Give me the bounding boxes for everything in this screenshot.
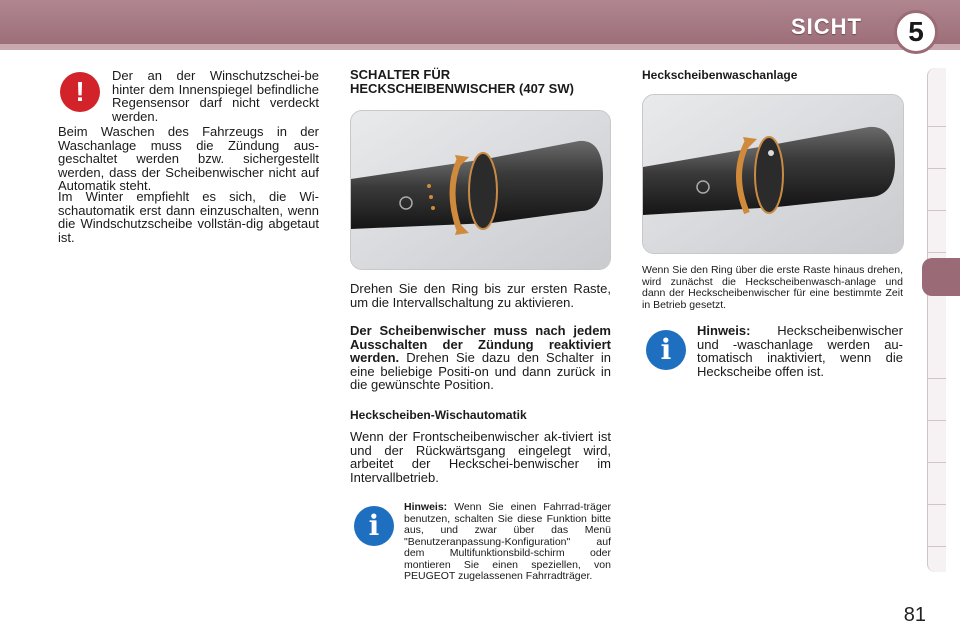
left-paragraph-1: Beim Waschen des Fahrzeugs in der Waschanlage muss die Zündung aus-geschaltet werden bzw. sichergestellt werden, dass der Scheibenwischer nicht auf Automatik steht. [58, 124, 319, 193]
middle-paragraph-2 [350, 324, 611, 392]
tab-divider [928, 504, 946, 505]
tab-divider [928, 378, 946, 379]
right-note-text [697, 324, 903, 378]
middle-paragraph-2-bold: Der Scheibenwischer muss nach jedem Ausschalten der Zündung reaktiviert werden. [350, 323, 611, 365]
warning-text: Der an der Winschutzschei-be hinter dem Innenspiegel befindliche Regensensor darf nicht verdeckt werden. [112, 68, 319, 124]
left-paragraph-2: Im Winter empfiehlt es sich, die Wi-schautomatik erst dann einzuschalten, wenn die Windschutzscheibe vollstän-dig abgetaut ist. [58, 189, 319, 245]
middle-note-body: Wenn Sie einen Fahrrad-träger benutzen, schalten Sie diese Funktion bitte aus, und zwar über das Menü "Benutzeranpassung-Konfiguration" auf dem Multifunktionsbild-schirm oder montieren Sie einen speziellen, von PEUGEOT zugelassenen Fahrradträger. [404, 501, 611, 582]
tab-divider [928, 462, 946, 463]
tab-divider [928, 126, 946, 127]
wiper-stalk-illustration [351, 111, 610, 269]
chapter-number-badge: 5 [894, 10, 938, 54]
middle-note [350, 502, 611, 583]
tab-divider [928, 546, 946, 547]
middle-paragraph-1: Drehen Sie den Ring bis zur ersten Raste, um die Intervallschaltung zu aktivieren. [350, 281, 611, 310]
chapter-tab-strip [927, 68, 946, 572]
info-icon: i [354, 506, 394, 546]
header-shine [0, 44, 960, 50]
warning-icon: ! [60, 72, 100, 112]
right-heading: Heckscheibenwaschanlage [642, 68, 798, 82]
chapter-tab-active[interactable] [922, 258, 960, 296]
middle-note-text [350, 502, 611, 583]
subheading: Heckscheiben-Wischautomatik [350, 408, 527, 422]
washer-stalk-illustration [643, 95, 903, 253]
section-heading-line-2: HECKSCHEIBENWISCHER (407 SW) [350, 81, 574, 96]
tab-divider [928, 210, 946, 211]
section-heading [350, 68, 620, 96]
section-heading-line-1: SCHALTER FÜR [350, 67, 451, 82]
right-note-label: Hinweis: [697, 323, 751, 338]
right-note [697, 324, 903, 378]
tab-divider [928, 168, 946, 169]
page-number: 81 [903, 604, 926, 626]
tab-divider [928, 252, 946, 253]
washer-stalk-photo [642, 94, 904, 254]
info-icon: i [646, 330, 686, 370]
middle-note-label: Hinweis: [404, 501, 448, 513]
right-note-body: Heckscheibenwischer und -waschanlage werden au-tomatisch inaktiviert, wenn die Heckscheibe offen ist. [697, 323, 903, 379]
middle-paragraph-2-rest: Drehen Sie dazu den Schalter in eine beliebige Positi-on und dann zurück in die gewünschte Position. [350, 350, 611, 392]
middle-paragraph-3: Wenn der Frontscheibenwischer ak-tiviert ist und der Rückwärtsgang eingelegt wird, arbeitet der Heckschei-benwischer im Intervallbetrieb. [350, 429, 611, 485]
tab-divider [928, 420, 946, 421]
right-paragraph-1: Wenn Sie den Ring über die erste Raste hinaus drehen, wird zunächst die Heckscheibenwasch-anlage und dann der Heckscheibenwischer für eine bestimmte Zeit in Betrieb gesetzt. [642, 264, 903, 311]
wiper-stalk-photo [350, 110, 611, 270]
chapter-title: SICHT [791, 14, 862, 39]
